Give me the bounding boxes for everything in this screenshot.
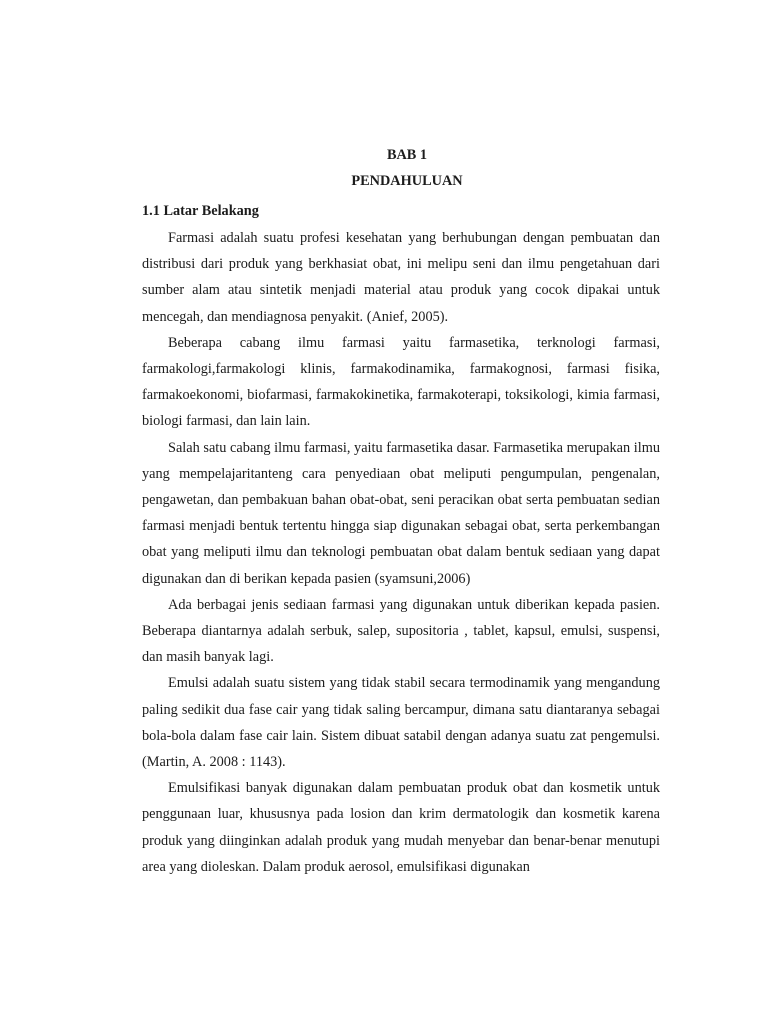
paragraph-cabang-ilmu: Beberapa cabang ilmu farmasi yaitu farmasetika, terknologi farmasi, farmakologi,farmakologi klinis, farmakodinamika, farmakognosi, farmasi fisika, farmakoekonomi, biofarmasi, farmakokinetika, farmakoterapi, toksikologi, kimia farmasi, biologi farmasi, dan lain lain. xyxy=(142,334,660,430)
chapter-number: BAB 1 xyxy=(386,147,428,163)
paragraph-emulsi: Emulsi adalah suatu sistem yang tidak stabil secara termodinamik yang mengandung paling sedikit dua fase cair yang tidak saling bercampur, dimana satu diantaranya sebagai bola-bola dalam fase cair lain. Sistem dibuat satabil dengan adanya suatu zat pengemulsi. (Martin, A. 2008 : 1143). xyxy=(142,675,660,771)
paragraph-emulsifikasi: Emulsifikasi banyak digunakan dalam pembuatan produk obat dan kosmetik untuk penggunaan luar, khususnya pada losion dan krim dermatologik dan kosmetik karena produk yang diinginkan adalah produk yang mudah menyebar dan benar-benar menutupi area yang dioleskan. Dalam produk aerosol, emulsifikasi digunakan xyxy=(142,780,660,875)
paragraph-farmasetika: Salah satu cabang ilmu farmasi, yaitu farmasetika dasar. Farmasetika merupakan ilmu yang mempelajaritanteng cara penyediaan obat meliputi pengumpulan, pengenalan, pengawetan, dan pembakuan bahan obat-obat, seni peracikan obat serta pembuatan sedian farmasi menjadi bentuk tertentu hingga siap digunakan sebagai obat, serta perkembangan obat yang meliputi ilmu dan teknologi pembuatan obat dalam bentuk sediaan yang dapat digunakan dan di berikan kepada pasien (syamsuni,2006) xyxy=(142,439,660,587)
page-content xyxy=(142,145,660,880)
chapter-title: PENDAHULUAN xyxy=(351,173,463,189)
section-heading: 1.1 Latar Belakang xyxy=(142,203,259,219)
paragraph-sediaan: Ada berbagai jenis sediaan farmasi yang digunakan untuk diberikan kepada pasien. Beberapa diantarnya adalah serbuk, salep, supositoria , tablet, kapsul, emulsi, suspensi, dan masih banyak lagi. xyxy=(142,596,660,666)
paragraph-farmasi-definition: Farmasi adalah suatu profesi kesehatan yang berhubungan dengan pembuatan dan distribusi dari produk yang berkhasiat obat, ini melipu seni dan ilmu pengetahuan dari sumber alam atau sintetik menjadi material atau produk yang cocok dipakai untuk mencegah, dan mendiagnosa penyakit. (Anief, 2005). xyxy=(142,230,660,325)
